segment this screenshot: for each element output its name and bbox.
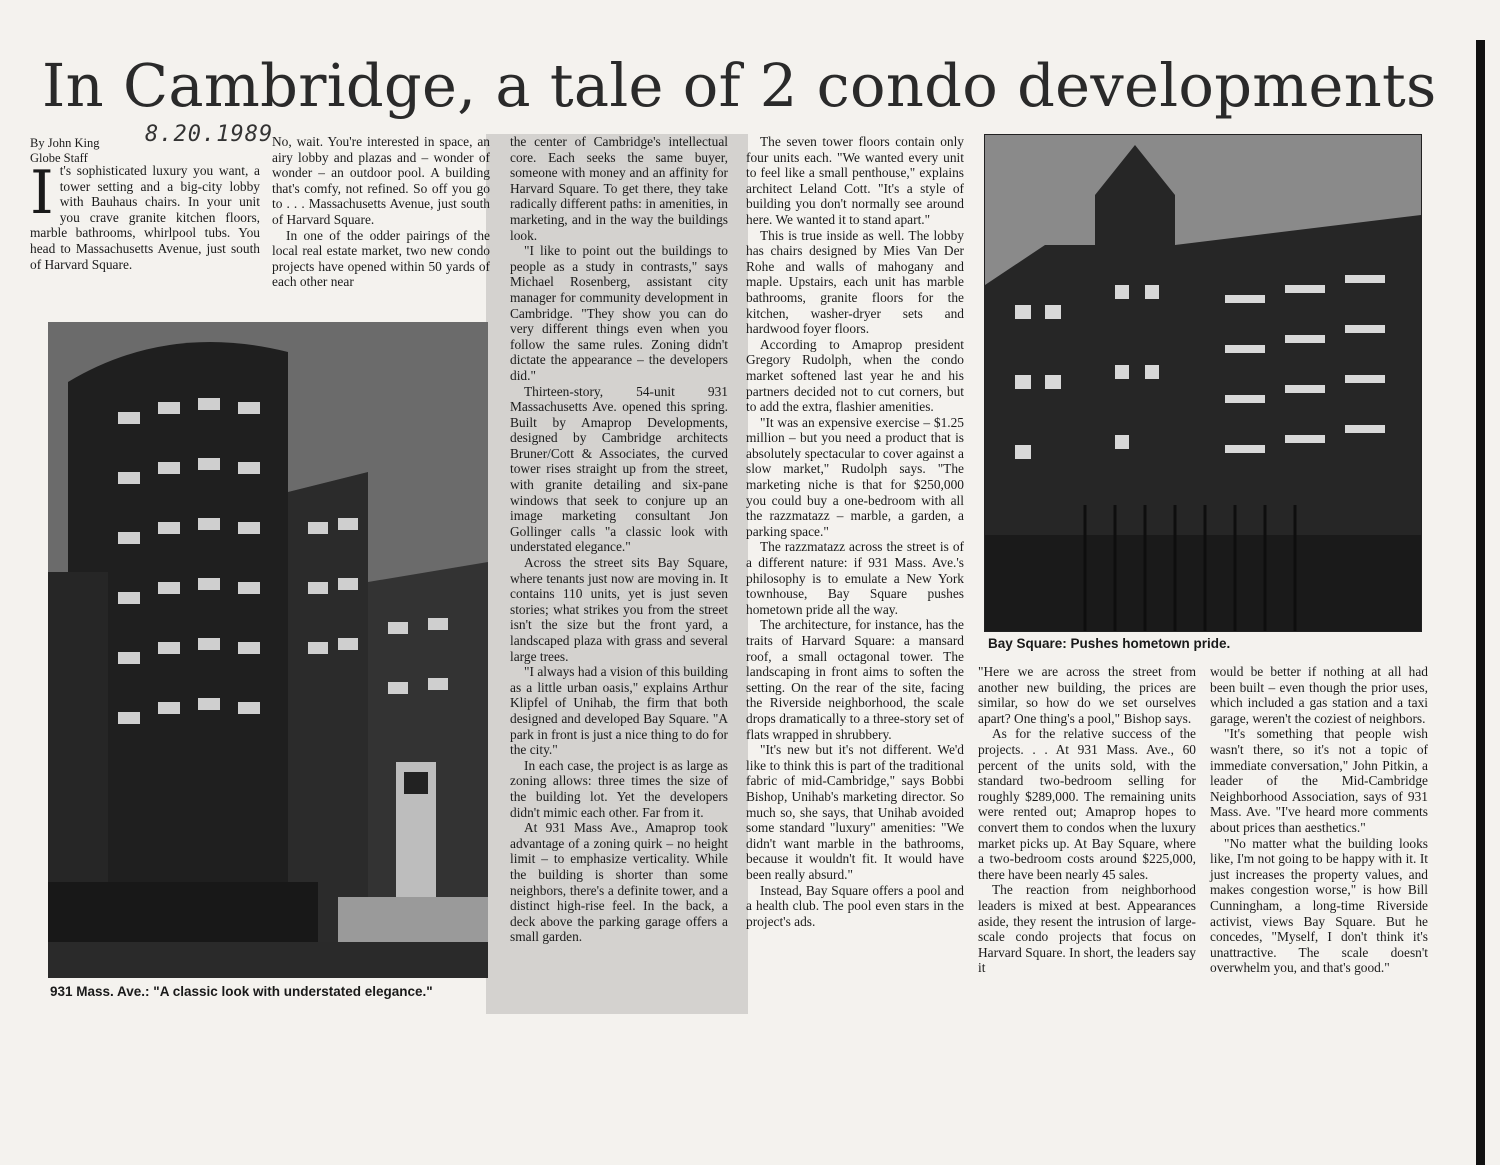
paragraph: At 931 Mass Ave., Amaprop took advantage of a zoning quirk – no height limit – to emphasize verticality. While the building is shorter than some neighbors, there's a definite tower, and a distinct high-rise feel. In the back, a deck above the parking garage offers a small garden. xyxy=(510,820,728,945)
photo-caption-931: 931 Mass. Ave.: "A classic look with understated elegance." xyxy=(50,984,433,999)
handwritten-date: 8.20.1989 xyxy=(145,122,274,147)
paragraph: The reaction from neighborhood leaders is mixed at best. Appearances aside, they resent the intrusion of large-scale condo projects that focus on Harvard Square. In short, the leaders say it xyxy=(978,882,1196,976)
byline-author: By John King xyxy=(30,136,100,150)
paragraph: The razzmatazz across the street is of a different nature: if 931 Mass. Ave.'s philosophy is to emulate a New York townhouse, Bay Square pushes hometown pride all the way. xyxy=(746,539,964,617)
paragraph: In one of the odder pairings of the local real estate market, two new condo projects have opened within 50 yards of each other near xyxy=(272,227,490,290)
paragraph: According to Amaprop president Gregory Rudolph, when the condo market softened last year he and his partners decided not to cut corners, but to add the extra, flashier amenities. xyxy=(746,336,964,415)
paragraph: No, wait. You're interested in space, an airy lobby and plazas and – wonder of wonder – an outdoor pool. A building that's comfy, not refined. So off you go to . . . Massachusetts Avenue, just south of Harvard Square. xyxy=(272,134,490,227)
paragraph: "It's something that people wish wasn't there, so it's not a topic of immediate conversation," John Pitkin, a leader of the Mid-Cambridge Neighborhood Association, says of 931 Mass. Ave. "I've heard more comments about prices than aesthetics." xyxy=(1210,726,1428,835)
column-3 xyxy=(510,134,728,945)
paragraph: would be better if nothing at all had been built – even though the prior uses, which included a gas station and a taxi garage, weren't the coziest of neighbors. xyxy=(1210,664,1428,726)
paragraph: "I always had a vision of this building as a little urban oasis," explains Arthur Klipfel of Unihab, the firm that both designed and developed Bay Square. "A park in front is just a nice thing to do for the city." xyxy=(510,664,728,758)
column-5 xyxy=(978,664,1196,976)
scan-edge-bar xyxy=(1476,40,1485,1165)
paragraph: "It was an expensive exercise – $1.25 million – but you need a product that is absolutely spectacular to cover against a slow market," Rudolph says. "The marketing niche is that for $250,000 you could buy a one-bedroom with all the razzmatazz – marble, a garden, a parking space." xyxy=(746,414,964,539)
photo-caption-bay-square: Bay Square: Pushes hometown pride. xyxy=(988,636,1231,651)
paragraph: the center of Cambridge's intellectual core. Each seeks the same buyer, someone with money and an affinity for Harvard Square. To get there, they take radically different paths: in amenities, in marketing, and in the way the buildings look. xyxy=(510,134,728,243)
paragraph: "I like to point out the buildings to people as a study in contrasts," says Michael Rosenberg, assistant city manager for community development in Cambridge. "They show you can do very different things even when you follow the same rules. Zoning didn't dictate the appearance – the developers did." xyxy=(510,243,728,383)
paragraph: "Here we are across the street from another new building, the prices are similar, so how do we set ourselves apart? One thing's a pool," Bishop says. xyxy=(978,664,1196,726)
column-4 xyxy=(746,134,964,929)
paragraph: The architecture, for instance, has the traits of Harvard Square: a mansard roof, a small octagonal tower. The landscaping in front aims to soften the setting. On the rear of the site, facing the Riverside neighborhood, the scale drops dramatically to a three-story set of flats wrapped in shrubbery. xyxy=(746,617,964,742)
paragraph: In each case, the project is as large as zoning allows: three times the size of the building lot. Yet the developers didn't mimic each other. Far from it. xyxy=(510,757,728,820)
headline: In Cambridge, a tale of 2 condo developments xyxy=(42,51,1437,120)
paragraph: Across the street sits Bay Square, where tenants just now are moving in. It contains 110 units, yet is just seven stories; what strikes you from the street isn't the size but the front yard, a landscaped plaza with grass and several large trees. xyxy=(510,555,728,664)
byline-staff: Globe Staff xyxy=(30,151,88,165)
paragraph: As for the relative success of the projects. . . At 931 Mass. Ave., 60 percent of the units sold, with the standard two-bedroom selling for roughly $289,000. The remaining units were rented out; Amaprop hopes to convert them to condos when the luxury market picks up. At Bay Square, where a two-bedroom costs around $225,000, there have been nearly 45 sales. xyxy=(978,726,1196,882)
paragraph: Thirteen-story, 54-unit 931 Massachusetts Ave. opened this spring. Built by Amaprop Developments, designed by Cambridge architects Bruner/Cott & Associates, the curved tower rises straight up from the street, with granite detailing and six-pane windows that seek to conjure up an image marketing consultant Jon Gollinger calls "a classic look with understated elegance." xyxy=(510,383,728,555)
photo-931-mass-ave xyxy=(48,322,488,978)
photo-bay-square xyxy=(984,134,1422,632)
tower-building-illustration xyxy=(48,322,488,978)
bay-square-building-illustration xyxy=(985,135,1421,631)
column-6 xyxy=(1210,664,1428,976)
column-2 xyxy=(272,134,490,290)
paragraph: "No matter what the building looks like, I'm not going to be happy with it. It just increases the property values, and makes congestion worse," is how Bill Cunningham, a long-time Riverside activist, views Bay Square. But he concedes, "Myself, I don't think it's unattractive. The scale doesn't overwhelm you, and that's good." xyxy=(1210,835,1428,976)
paragraph: This is true inside as well. The lobby has chairs designed by Mies Van Der Rohe and walls of mahogany and maple. Upstairs, each unit has marble bathrooms, granite floors for the kitchen, washer-dryer sets and hardwood foyer floors. xyxy=(746,227,964,337)
drop-cap: I xyxy=(30,158,54,228)
paragraph: The seven tower floors contain only four units each. "We wanted every unit to feel like a small penthouse," explains architect Leland Cott. "It's a style of building you don't normally see around here. We wanted it to stand apart." xyxy=(746,134,964,227)
lead-paragraph: It's sophisticated luxury you want, a tower setting and a big-city lobby with Bauhaus chairs. In your unit you crave granite kitchen floors, marble bathrooms, whirlpool tubs. You head to Massachusetts Avenue, just south of Harvard Square. xyxy=(30,158,260,272)
paragraph: "It's new but it's not different. We'd like to think this is part of the traditional fabric of mid-Cambridge," says Bobbi Bishop, Unihab's marketing director. So much so, she says, that Unihab avoided some standard "luxury" amenities: "We didn't want marble in the bathrooms, because it wouldn't fit. It would have been really absurd." xyxy=(746,742,964,882)
paragraph: Instead, Bay Square offers a pool and a health club. The pool even stars in the project's ads. xyxy=(746,882,964,929)
